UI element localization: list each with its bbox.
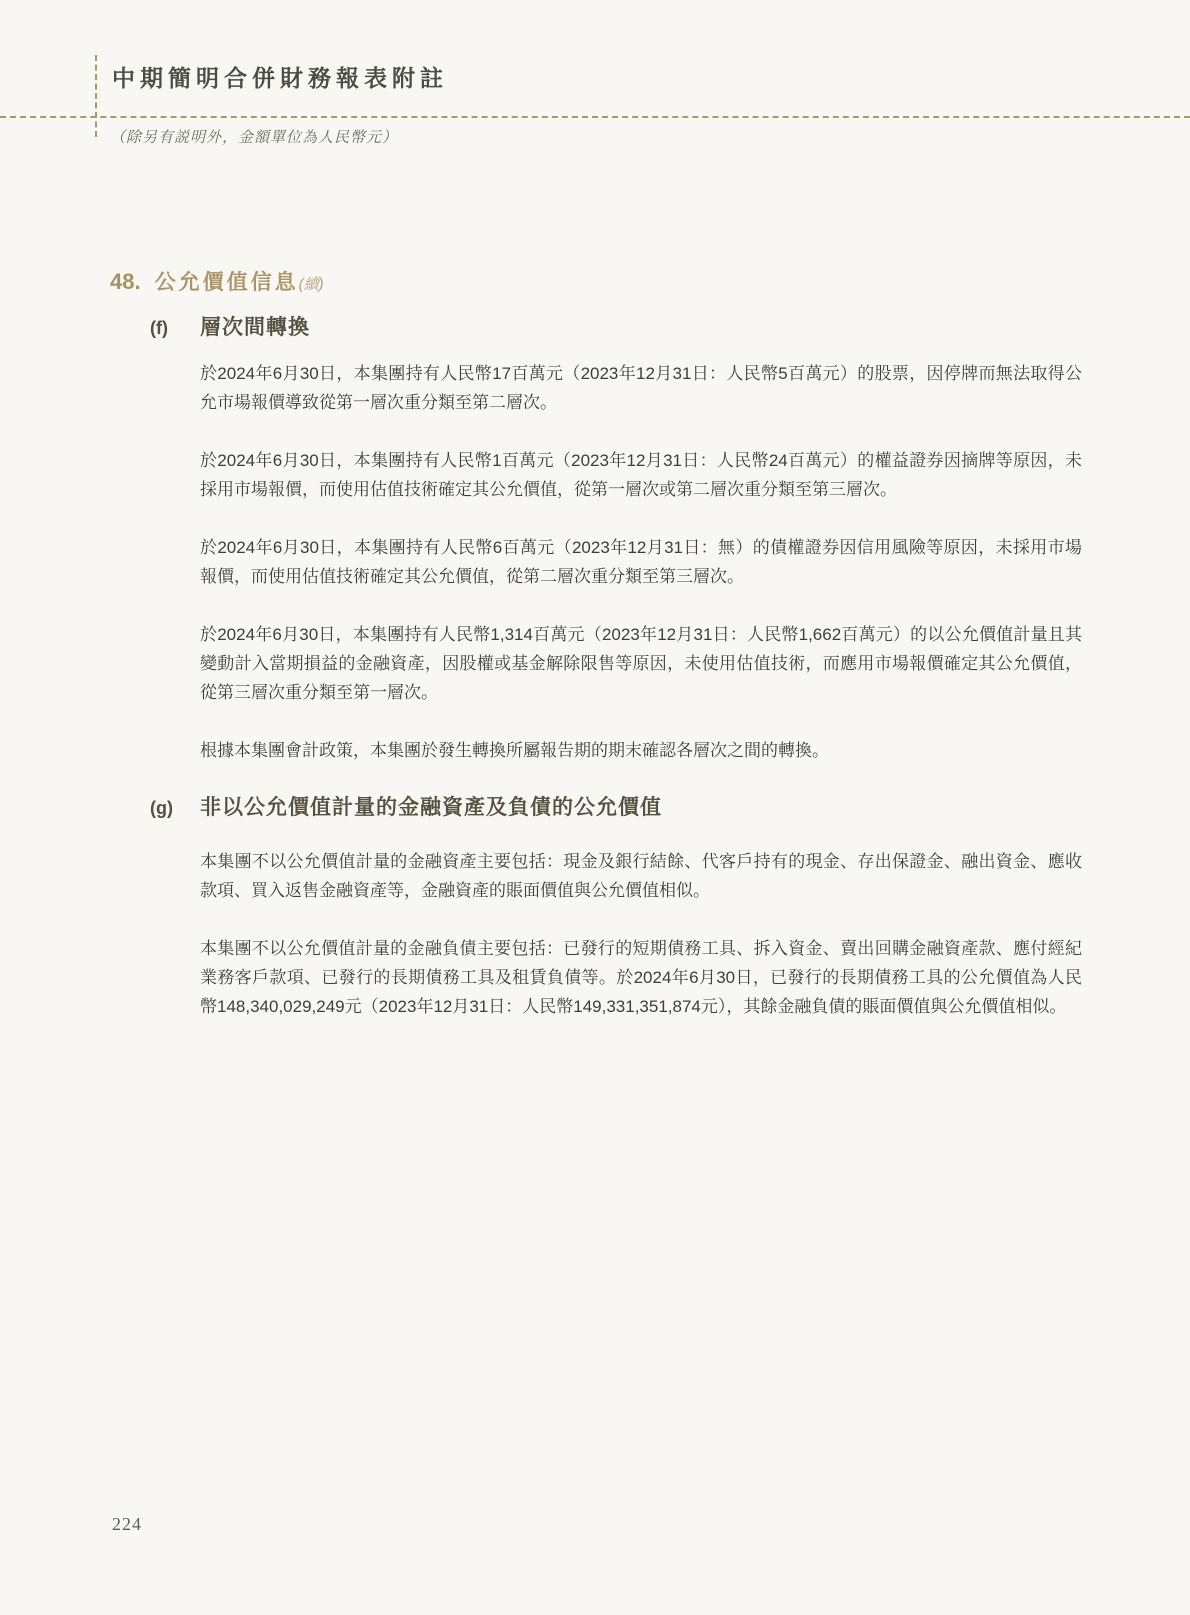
section-continued-marker: (續)	[298, 276, 324, 293]
section-48-heading	[110, 266, 324, 296]
section-title: 公允價值信息	[154, 271, 299, 294]
subsection-g-body	[200, 847, 1082, 1021]
subsection-f-heading	[150, 311, 1082, 341]
subsection-f-label: (f)	[150, 318, 168, 338]
document-subtitle: （除另有説明外，金額單位為人民幣元）	[110, 130, 399, 146]
header-vertical-dashed-rule	[95, 55, 97, 137]
document-title: 中期簡明合併財務報表附註	[112, 66, 448, 91]
header-horizontal-dashed-rule	[0, 116, 1190, 118]
section-number: 48.	[110, 269, 141, 294]
paragraph: 於2024年6月30日，本集團持有人民幣1百萬元（2023年12月31日：人民幣24百萬元）的權益證券因摘牌等原因，未採用市場報價，而使用估值技術確定其公允價值，從第一層次或第二層次重分類至第三層次。	[200, 451, 1082, 499]
subsection-f	[150, 311, 1082, 794]
subsection-g-label: (g)	[150, 798, 173, 818]
subsection-f-title: 層次間轉換	[200, 316, 310, 339]
page-number: 224	[112, 1514, 142, 1534]
paragraph: 根據本集團會計政策，本集團於發生轉換所屬報告期的期末確認各層次之間的轉換。	[200, 741, 829, 760]
paragraph: 本集團不以公允價值計量的金融資產主要包括：現金及銀行結餘、代客戶持有的現金、存出保證金、融出資金、應收款項、買入返售金融資產等，金融資產的賬面價值與公允價值相似。	[200, 852, 1082, 900]
subsection-g	[150, 791, 1082, 1050]
paragraph: 於2024年6月30日，本集團持有人民幣1,314百萬元（2023年12月31日：人民幣1,662百萬元）的以公允價值計量且其變動計入當期損益的金融資產，因股權或基金解除限售等原因，未使用估值技術，而應用市場報價確定其公允價值，從第三層次重分類至第一層次。	[200, 625, 1082, 702]
subsection-g-heading	[150, 791, 1082, 821]
paragraph: 於2024年6月30日，本集團持有人民幣17百萬元（2023年12月31日：人民幣5百萬元）的股票，因停牌而無法取得公允市場報價導致從第一層次重分類至第二層次。	[200, 364, 1082, 412]
subsection-g-title: 非以公允價值計量的金融資產及負債的公允價值	[200, 796, 662, 819]
paragraph: 於2024年6月30日，本集團持有人民幣6百萬元（2023年12月31日：無）的債權證券因信用風險等原因，未採用市場報價，而使用估值技術確定其公允價值，從第二層次重分類至第三層次。	[200, 538, 1082, 586]
subsection-f-body	[200, 359, 1082, 765]
paragraph: 本集團不以公允價值計量的金融負債主要包括：已發行的短期債務工具、拆入資金、賣出回購金融資產款、應付經紀業務客戶款項、已發行的長期債務工具及租賃負債等。於2024年6月30日，已發行的長期債務工具的公允價值為人民幣148,340,029,249元（2023年12月31日：人民幣149,331,351,874元），其餘金融負債的賬面價值與公允價值相似。	[200, 939, 1082, 1016]
